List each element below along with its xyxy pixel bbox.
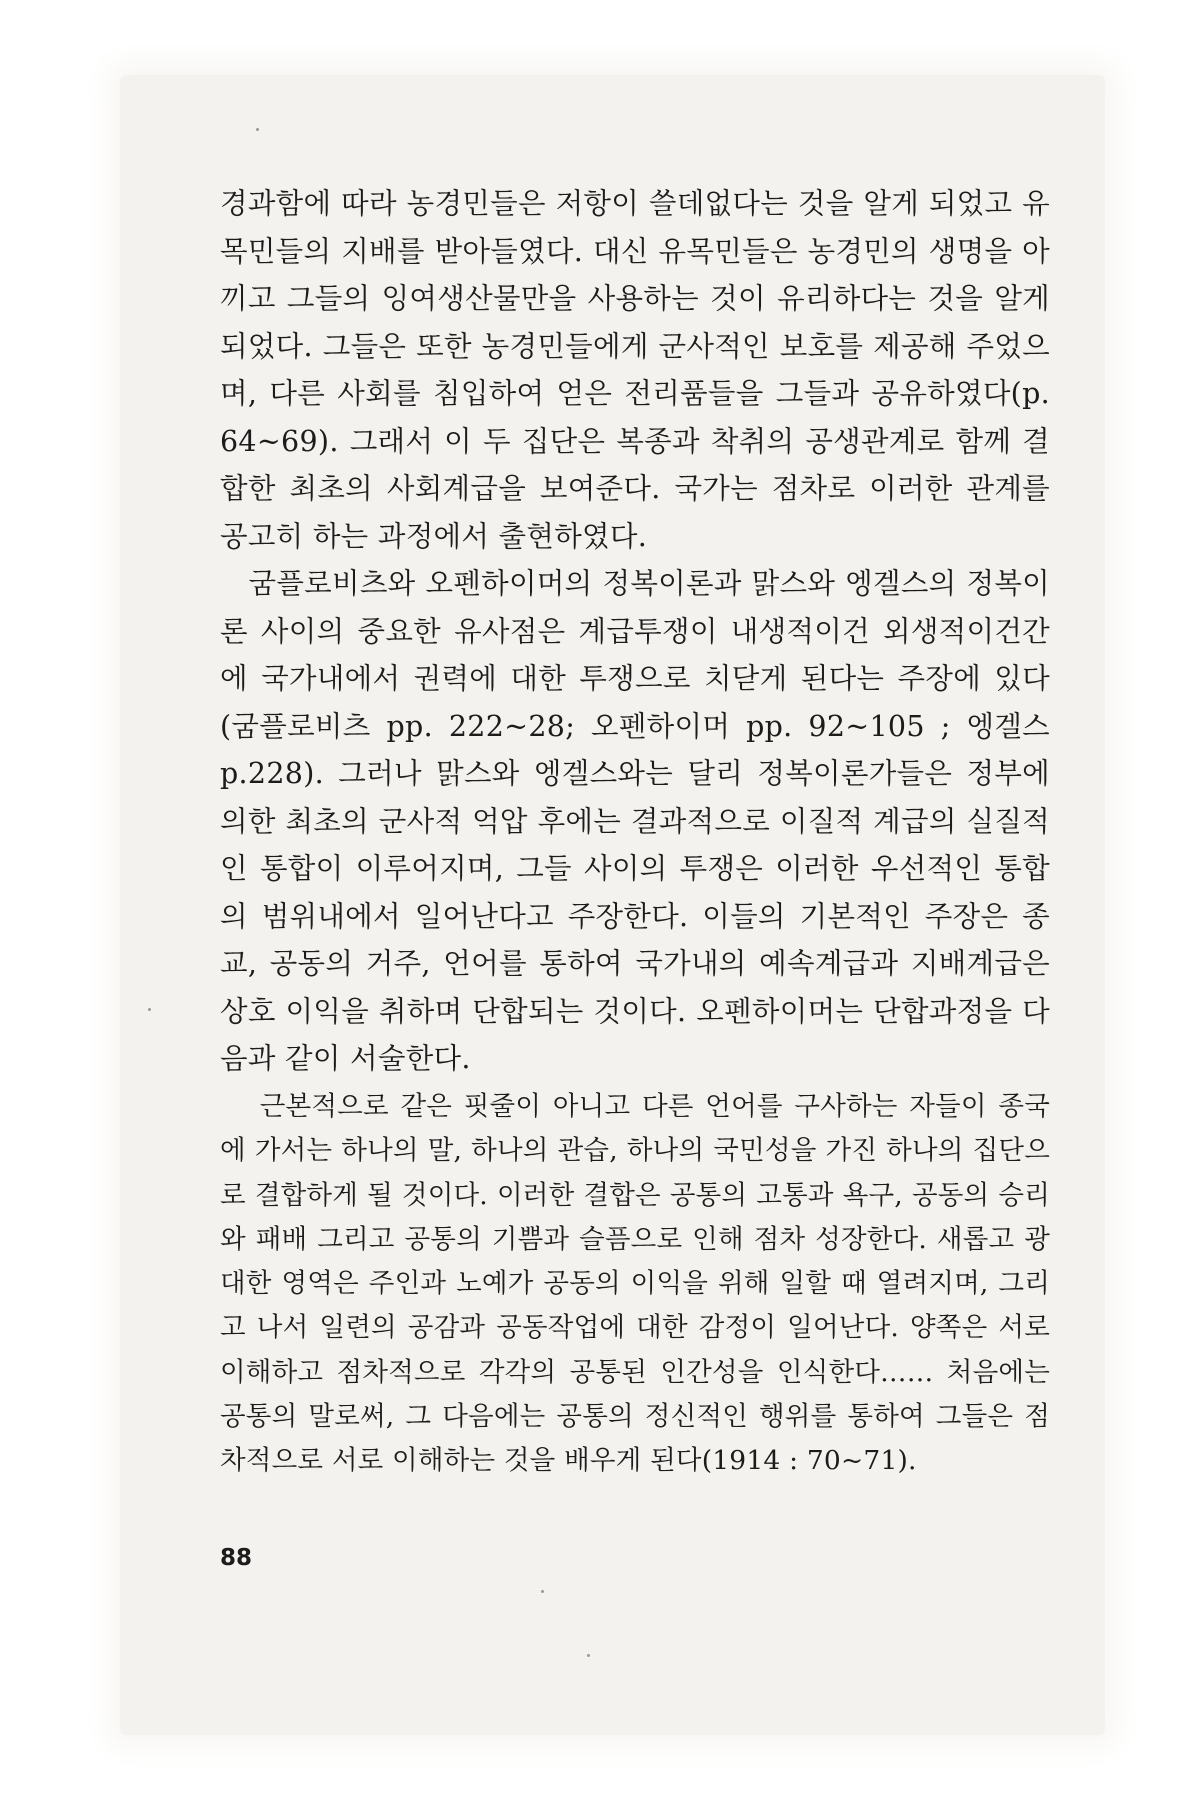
scan-speck [148, 1008, 151, 1011]
page-number: 88 [220, 1545, 253, 1571]
quote-paragraph: 근본적으로 같은 핏줄이 아니고 다른 언어를 구사하는 자들이 종국에 가서는 하나의 말, 하나의 관습, 하나의 국민성을 가진 하나의 집단으로 결합하게 될 것이다. 이러한 결합은 공통의 고통과 욕구, 공동의 승리와 패배 그리고 공통의 기쁨과 슬픔으로 인해 점차 성장한다. 새롭고 광대한 영역은 주인과 노예가 공동의 이익을 위해 일할 때 열려지며, 그리고 나서 일련의 공감과 공동작업에 대한 감정이 일어난다. 양쪽은 서로 이해하고 점차적으로 각각의 공통된 인간성을 인식한다…… 처음에는 공통의 말로써, 그 다음에는 공통의 정신적인 행위를 통하여 그들은 점차적으로 서로 이해하는 것을 배우게 된다(1914 : 70~71). [220, 1091, 1050, 1477]
scan-speck [256, 128, 259, 131]
block-quote [220, 1085, 1050, 1484]
scan-speck [587, 1654, 590, 1657]
body-text [220, 180, 1050, 1083]
scan-speck [541, 1590, 544, 1593]
paragraph-1: 경과함에 따라 농경민들은 저항이 쓸데없다는 것을 알게 되었고 유목민들의 지배를 받아들였다. 대신 유목민들은 농경민의 생명을 아끼고 그들의 잉여생산물만을 사용하는 것이 유리하다는 것을 알게 되었다. 그들은 또한 농경민들에게 군사적인 보호를 제공해 주었으며, 다른 사회를 침입하여 얻은 전리품들을 그들과 공유하였다(p. 64~69). 그래서 이 두 집단은 복종과 착취의 공생관계로 함께 결합한 최초의 사회계급을 보여준다. 국가는 점차로 이러한 관계를 공고히 하는 과정에서 출현하였다. [220, 187, 1050, 553]
paragraph-2: 굼플로비츠와 오펜하이머의 정복이론과 맑스와 엥겔스의 정복이론 사이의 중요한 유사점은 계급투쟁이 내생적이건 외생적이건간에 국가내에서 권력에 대한 투쟁으로 치닫게 된다는 주장에 있다(굼플로비츠 pp. 222~28; 오펜하이머 pp. 92~105 ; 엥겔스 p.228). 그러나 맑스와 엥겔스와는 달리 정복이론가들은 정부에 의한 최초의 군사적 억압 후에는 결과적으로 이질적 계급의 실질적인 통합이 이루어지며, 그들 사이의 투쟁은 이러한 우선적인 통합의 범위내에서 일어난다고 주장한다. 이들의 기본적인 주장은 종교, 공동의 거주, 언어를 통하여 국가내의 예속계급과 지배계급은 상호 이익을 취하며 단합되는 것이다. 오펜하이머는 단합과정을 다음과 같이 서술한다. [220, 567, 1050, 1075]
